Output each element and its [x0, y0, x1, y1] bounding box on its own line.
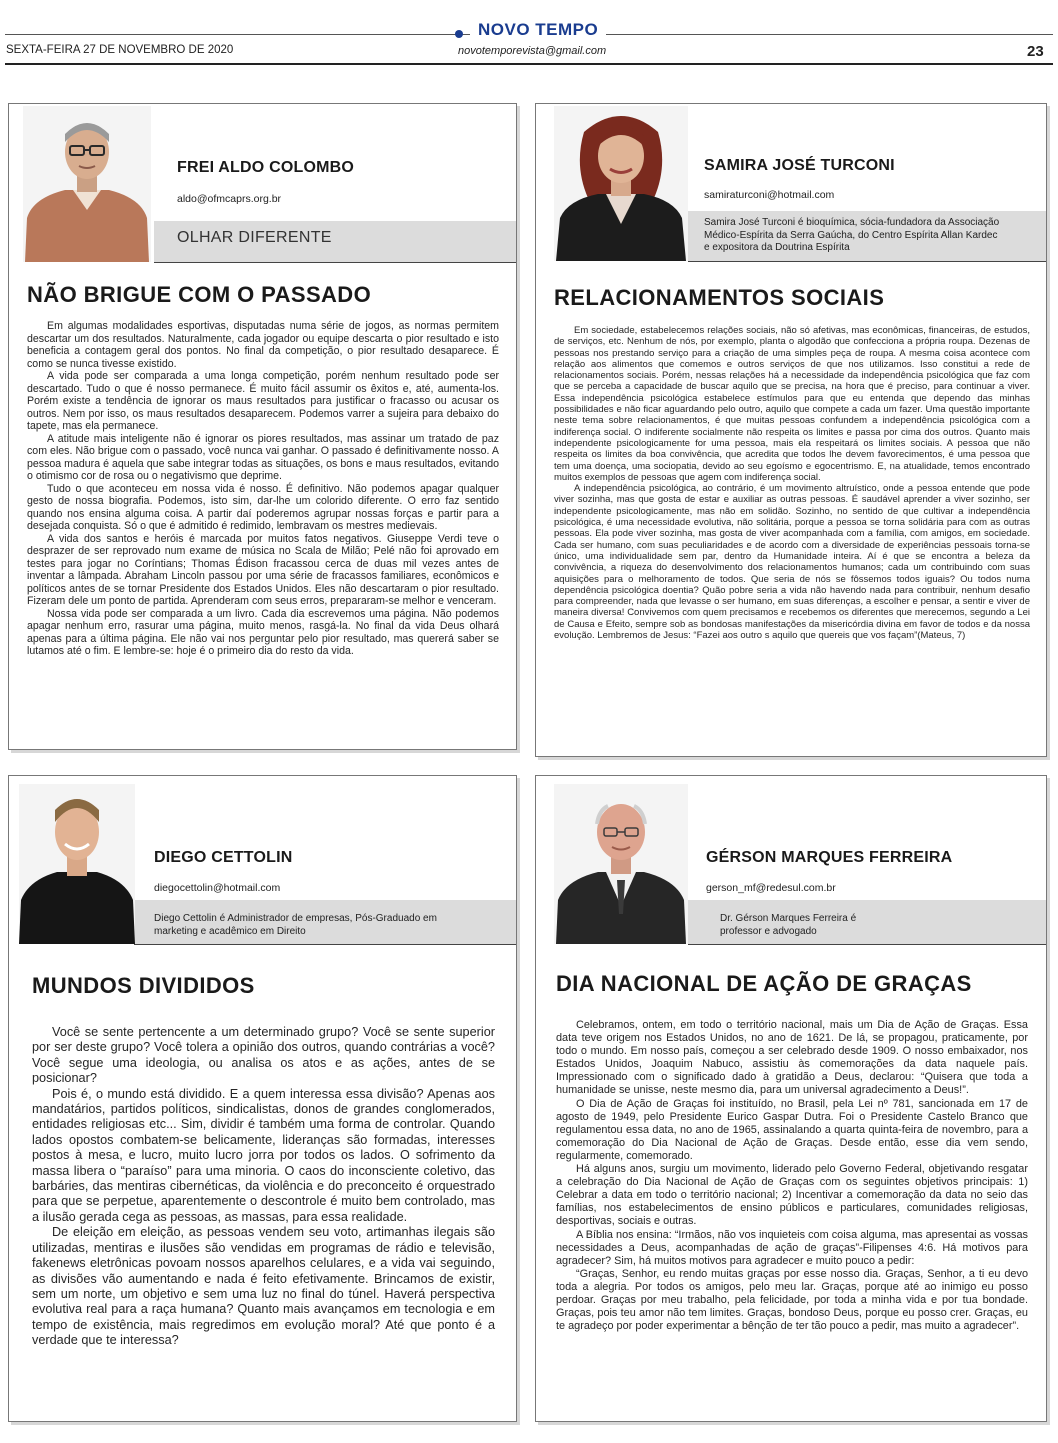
article-body	[556, 1019, 1028, 1333]
column-box-aldo-colombo	[8, 103, 517, 750]
article-headline: MUNDOS DIVIDIDOS	[32, 973, 255, 998]
article-paragraph: Tudo o que aconteceu em nossa vida é nosso. É definitivo. Não podemos apagar qualquer gesto de nossa biografia. Podemos, isto sim, dar-lhe um colorido diferente. O erro faz sentido quando nos ensina alguma coisa. A partir daí poderemos agrupar nossas forças e partir para a desejada conquista. Só o que é admitido é redimido, lembravam os mestres medievais.	[27, 482, 499, 532]
author-photo-diego-cettolin	[19, 784, 135, 944]
article-paragraph: A vida pode ser comparada a uma longa competição, porém nenhum resultado pode ser descartado. Tudo o que é nosso permanece. É muito fácil assumir os êxitos e, até, aumenta-los. Porém existe a tendência de ignorar os maus resultados para justificar o fracasso ou acusar os outros. Nem por isso, os maus resultados desaparecem. Podemos varrer a sujeira para debaixo do tapete, mas ela permanece.	[27, 370, 499, 432]
header-rule	[688, 944, 1046, 945]
author-email: gerson_mf@redesul.com.br	[706, 882, 836, 894]
article-headline: DIA NACIONAL DE AÇÃO DE GRAÇAS	[556, 971, 972, 996]
masthead-bottom-rule	[5, 63, 1053, 65]
author-photo-aldo-colombo	[23, 106, 151, 262]
author-email: samiraturconi@hotmail.com	[704, 189, 835, 201]
column-section-name: OLHAR DIFERENTE	[177, 229, 332, 246]
author-name: FREI ALDO COLOMBO	[177, 159, 355, 176]
article-paragraph: O Dia de Ação de Graças foi instituído, no Brasil, pela Lei nº 781, sancionada em 17 de agosto de 1949, pelo Presidente Eurico Gaspar Dutra. Foi o Presidente Castelo Branco que regulamentou essa data, no ano de 1965, assinalando a quarta quinta-feira de novembro, para a comemoração do Dia Nacional de Ação de Graças. Desde então, esse dia vem sendo, regularmente, comemorado.	[556, 1097, 1028, 1162]
article-paragraph: A atitude mais inteligente não é ignorar os piores resultados, mas assinar um tratado de paz com eles. Não brigue com o passado, você nunca vai ganhar. O passado é definitivamente nosso. A pessoa madura é aquela que sabe integrar todas as situações, os bons e maus resultados, evitando o otimismo cor de rosa ou o negativismo que deprime.	[27, 432, 499, 482]
article-paragraph: Celebramos, ontem, em todo o território nacional, mais um Dia de Ação de Graças. Essa data teve origem nos Estados Unidos, no ano de 1621. De lá, se propagou, praticamente, por todo o mundo. Em nosso país, começou a ser celebrado desde 1909. O nosso embaixador, nos Estados Unidos, Joaquim Nabuco, assistiu às comemorações da data naquele país. Impressionado com o significado dado à gratidão a Deus, declarou: “Quisera que toda a humanidade se unisse, neste mesmo dia, para um universal agradecimento a Deus!”.	[556, 1019, 1028, 1097]
page-number: 23	[1027, 43, 1044, 60]
article-paragraph: A Bíblia nos ensina: “Irmãos, não vos inquieteis com coisa alguma, mas apresentai as vossas necessidades a Deus, acompanhadas de ação de graças”-Filipenses 4:6. Há motivos para agradecer? Sim, há muitos motivos para agradecer e muito pouco a pedir:	[556, 1228, 1028, 1267]
article-body	[32, 1025, 495, 1349]
article-paragraph: Em sociedade, estabelecemos relações sociais, não só afetivas, mas econômicas, financeiras, de estudos, de serviços, etc. Nenhum de nós, por exemplo, planta o algodão que confecciona a própria roupa. Dezenas de pessoas nos prestando serviço para a criação de uma simples peça de roupa. A mesma coisa acontece com relação aos alimentos que comemos e outros serviços de que nos utilizamos. Isso constitui a rede de relacionamentos sociais. Porém, nessas relações há a necessidade da independência psicológica que faz com que se perceba a capacidade de buscar aquilo que se precisa, na hora que é preciso, para continuar a viver. Essa independência psicológica estabelece estímulos para que eu entenda que dependo das minhas possibilidades e não ficar aguardando pelo outro, aquilo que compete a cada um fazer. Uma questão importante neste tema sobre relacionamentos, é que muitas pessoas confundem a independência psicológica com a indiferença social. O indiferente socialmente não respeita os limites e passa por cima dos outros. Quanto mais independente psicologicamente for uma pessoa, mais ela respeitará os limites sociais. A pessoa que não respeita os limites da boa convivência, que acredita que todos lhe devem favorecimentos, é uma pessoa que tem uma doença, uma sociopatia, devido ao seu egoísmo e egocentrismo. E, na atualidade, temos encontrado muitos exemplos de pessoas que agem com indiferença social.	[554, 325, 1030, 483]
author-photo-gerson-ferreira	[554, 784, 688, 944]
column-box-gerson-ferreira	[535, 775, 1047, 1422]
author-name: GÉRSON MARQUES FERREIRA	[706, 849, 953, 866]
author-email: aldo@ofmcaprs.org.br	[177, 193, 282, 205]
author-email: diegocettolin@hotmail.com	[154, 882, 281, 894]
newspaper-brand: NOVO TEMPO	[470, 20, 606, 40]
article-headline: RELACIONAMENTOS SOCIAIS	[554, 285, 885, 310]
author-name: DIEGO CETTOLIN	[154, 849, 293, 866]
article-paragraph: A vida dos santos e heróis é marcada por muitos fatos negativos. Giuseppe Verdi teve o desprazer de ser reprovado num exame de música no Scala de Milão; Pelé não foi aprovado em testes para jogar no Coríntians; Thomas Édison fracassou cerca de duas mil vezes antes de inventar a lâmpada. Abraham Lincoln passou por uma série de fracassos familiares, econômicos e políticos antes de se tornar Presidente dos Estados Unidos. Eles não descartaram o pior resultado. Fizeram dele um ponto de partida. Aprenderam com seus erros, prepararam-se melhor e venceram.	[27, 532, 499, 607]
article-paragraph: Nossa vida pode ser comparada a um livro. Cada dia escrevemos uma página. Não podemos apagar nenhum erro, rasurar uma página, muito menos, rasgá-la. No final da vida Deus olhará apenas para a última página. Ele não vai nos perguntar pelo pior resultado, mas quererá saber se lutamos até o fim. E lembre-se: hoje é o primeiro dia do resto da vida.	[27, 607, 499, 657]
column-box-diego-cettolin	[8, 775, 517, 1422]
article-paragraph: Pois é, o mundo está dividido. E a quem interessa essa divisão? Apenas aos mandatários, partidos políticos, sindicalistas, donos de grandes conglomerados, entidades religiosas etc... Sim, dividir é também uma forma de controlar. Quando lados opostos combatem-se belicamente, lideranças são formadas, interesses postos à mesa, e lucro, muito lucro jorra por todos os lados. O sofrimento da massa libera o “paraíso” para uma minoria. O caos do inconsciente coletivo, das barbáries, das mentiras cibernéticas, da violência e do preconceito é orquestrado para que se perpetue, aparentemente o descontrole é muito bem controlado, mas a ilusão gerada cega as pessoas, as massas, para essa realidade.	[32, 1086, 495, 1224]
dateline: SEXTA-FEIRA 27 DE NOVEMBRO DE 2020	[6, 44, 234, 56]
article-body	[554, 325, 1030, 641]
article-paragraph: “Graças, Senhor, eu rendo muitas graças por esse nosso dia. Graças, Senhor, a ti eu devo toda a alegria. Por todos os amigos, pelo meu lar. Graças, porque até ao inimigo eu posso perdoar. Graças por meu trabalho, pela felicidade, por toda a minha vida e por tua bondade. Graças, pois teu amor não tem limites. Graças, bondoso Deus, porque eu posso crer. Graças, eu te agradeço por poder experimentar a bênção de ter tão pouco a pedir, mas muito a agradecer”.	[556, 1267, 1028, 1333]
newspaper-email: novotemporevista@gmail.com	[458, 45, 607, 57]
header-rule	[688, 261, 1046, 262]
masthead-dot-left	[455, 30, 463, 38]
article-paragraph: Há alguns anos, surgiu um movimento, liderado pelo Governo Federal, objetivando resgatar a celebração do Dia Nacional de Ação de Graças com os seguintes objetivos principais: 1) Celebrar a data em todo o território nacional; 2) Incentivar a comemoração da data no seio das famílias, nos estabelecimentos de ensino públicos e particulares, comunidades religiosas, desportivas, sociais e outras.	[556, 1163, 1028, 1228]
header-rule	[134, 944, 516, 945]
author-name: SAMIRA JOSÉ TURCONI	[704, 157, 895, 174]
masthead	[0, 0, 1058, 72]
article-body	[27, 320, 499, 658]
header-rule	[154, 262, 516, 263]
article-paragraph: De eleição em eleição, as pessoas vendem seu voto, artimanhas ilegais são utilizadas, mentiras e ilusões são vendidas em programas de rádio e televisão, fakenews eletrônicas povoam nossos aparelhos celulares, e a vida vai seguindo, as divisões vão aumentando e nada é feito efetivamente. Brincamos de existir, sem um norte, um objetivo e sem uma luz no final do túnel. Haverá perspectiva evolutiva real para a raça humana? Quanto mais avançamos em tecnologia e em tempo de existência, mais regredimos em evolução moral? Até que ponto é a verdade que te interessa?	[32, 1225, 495, 1348]
author-bio: Diego Cettolin é Administrador de empresas, Pós-Graduado em marketing e acadêmico em Direito	[154, 913, 437, 937]
article-paragraph: Você se sente pertencente a um determinado grupo? Você se sente superior por ser deste grupo? Você tolera a opinião dos outros, quando contrárias a você? Você segue uma ideologia, ou analisa os atos e as ações, antes de se posicionar?	[32, 1025, 495, 1086]
author-bio: Samira José Turconi é bioquímica, sócia-fundadora da Associação Médico-Espírita da Serra Gaúcha, do Centro Espírita Allan Kardec e expositora da Doutrina Espírita	[704, 217, 1000, 253]
author-bio: Dr. Gérson Marques Ferreira é professor e advogado	[720, 913, 857, 937]
article-paragraph: A independência psicológica, ao contrário, é um movimento altruístico, onde a pessoa entende que pode viver sozinha, mas que gosta de estar e auxiliar as outras pessoas. É saudável aprender a viver sozinho, ser independente psicologicamente, mas não em solidão. Sozinho, no sentido de que cultivar a independência psicológica, é uma necessidade evolutiva, não solitária, porque a pessoa se torna solidária para com as outras pessoas. Ela pode viver sozinha, mas gosta de viver acompanhada com a família, com amigos, em sociedade. Cada ser humano, com suas peculiaridades e de acordo com a diversidade de experiências pessoais torna-se único, uma individualidade sem par, dentro da Humanidade inteira. Aí é que se encontra a beleza da convivência, a riqueza do desenvolvimento dos relacionamentos humanos; cada um contribuindo com suas aquisições para o melhoramento de todos. Que seria de nós se fôssemos todos iguais? Ou todos numa dependência psicológica doentia? Quão pobre seria a vida não havendo nada para contribuir, nenhum desafio para compreender, nada que levasse o ser humano, em suas diferenças, a escolher e pensar, a sentir e viver de maneira diversa! Convivemos com quem precisamos e recebemos os diferentes que merecemos, segundo a Lei de Causa e Efeito, sempre sob as bondosas manifestações da misericórdia divina em favor de todos e da nossa evolução. Lembremos de Jesus: “Fazei aos outro s aquilo que quereis que vos façam”(Mateus, 7)	[554, 483, 1030, 642]
article-headline: NÃO BRIGUE COM O PASSADO	[27, 282, 372, 307]
article-paragraph: Em algumas modalidades esportivas, disputadas numa série de jogos, as normas permitem descartar um dos resultados. Naturalmente, cada jogador ou equipe descarta o pior resultado e isto beneficia a contagem geral dos pontos. No final da competição, o pior resultado desaparece. É como se nunca tivesse existido.	[27, 320, 499, 370]
author-photo-samira-turconi	[554, 106, 688, 261]
column-box-samira-turconi	[535, 103, 1047, 757]
